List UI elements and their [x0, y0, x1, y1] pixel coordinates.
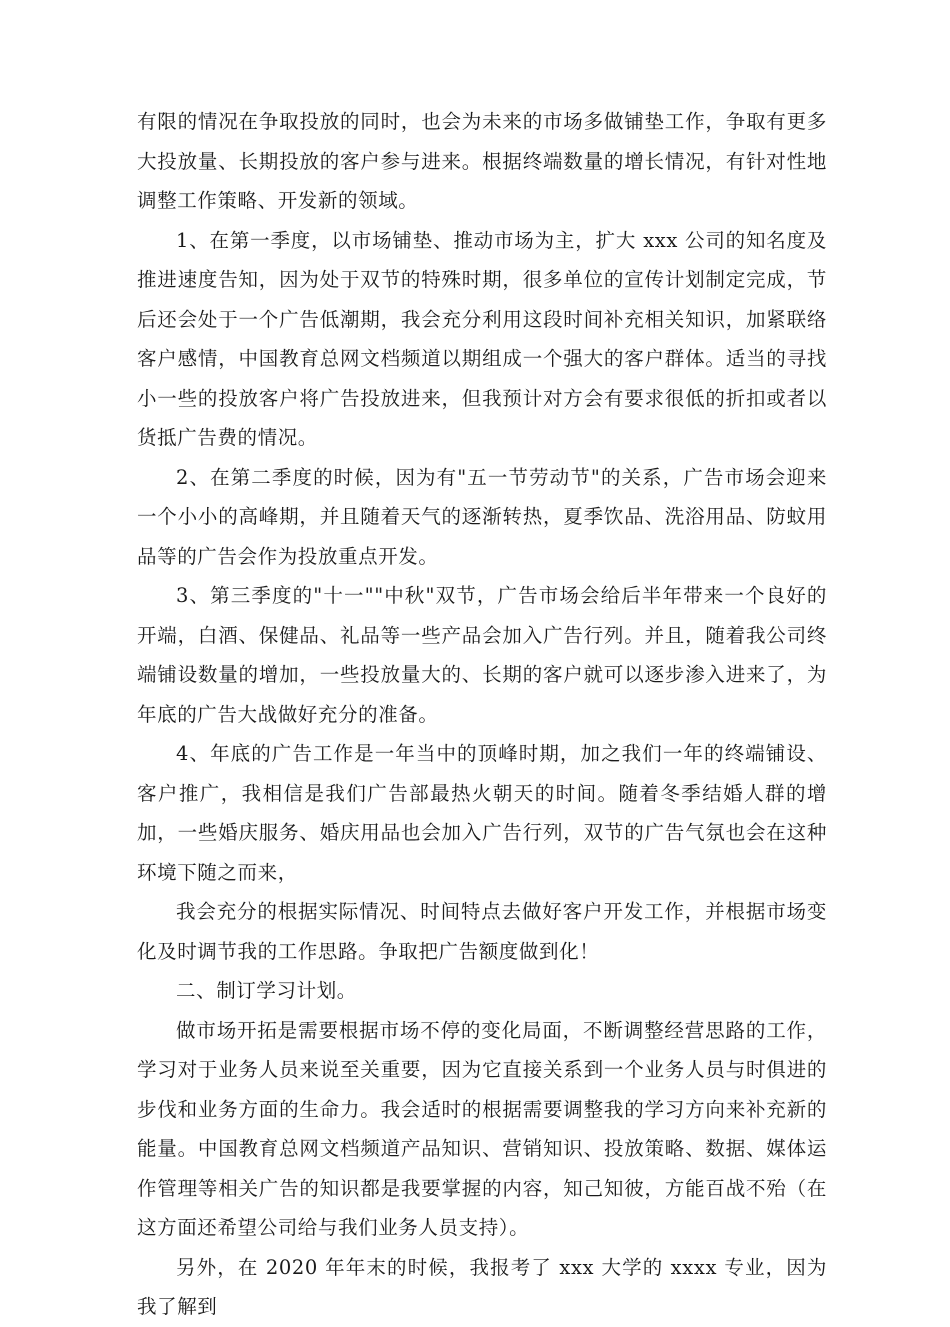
paragraph-q1: 1、在第一季度，以市场铺垫、推动市场为主，扩大 xxx 公司的知名度及推进速度告知，因为处于双节的特殊时期，很多单位的宣传计划制定完成，节后还会处于一个广告低潮期，我会充分利用这段时间补充相关知识，加紧联络客户感情，中国教育总网文档频道以期组成一个强大的客户群体。适当的寻找小一些的投放客户将广告投放进来，但我预计对方会有要求很低的折扣或者以货抵广告费的情况。: [137, 228, 827, 449]
section-heading-study-plan: 二、制订学习计划。: [176, 979, 357, 1002]
paragraph-summary: 我会充分的根据实际情况、时间特点去做好客户开发工作，并根据市场变化及时调节我的工作思路。争取把广告额度做到化！: [137, 900, 827, 963]
paragraph-intro-continued: 有限的情况在争取投放的同时，也会为未来的市场多做铺垫工作，争取有更多大投放量、长期投放的客户参与进来。根据终端数量的增长情况，有针对性地调整工作策略、开发新的领域。: [137, 110, 827, 212]
document-body: [137, 102, 827, 1327]
paragraph-q3: 3、第三季度的"十一""中秋"双节，广告市场会给后半年带来一个良好的开端，白酒、保健品、礼品等一些产品会加入广告行列。并且，随着我公司终端铺设数量的增加，一些投放量大的、长期的客户就可以逐步渗入进来了，为年底的广告大战做好充分的准备。: [137, 584, 827, 726]
paragraph-q2: 2、在第二季度的时候，因为有"五一节劳动节"的关系，广告市场会迎来一个小小的高峰期，并且随着天气的逐渐转热，夏季饮品、洗浴用品、防蚊用品等的广告会作为投放重点开发。: [137, 465, 827, 568]
paragraph-exam: 另外，在 2020 年年末的时候，我报考了 xxx 大学的 xxxx 专业，因为我了解到: [137, 1255, 827, 1318]
paragraph-q4: 4、年底的广告工作是一年当中的顶峰时期，加之我们一年的终端铺设、客户推广，我相信是我们广告部最热火朝天的时间。随着冬季结婚人群的增加，一些婚庆服务、婚庆用品也会加入广告行列，双节的广告气氛也会在这种环境下随之而来，: [137, 742, 827, 884]
paragraph-study-plan: 做市场开拓是需要根据市场不停的变化局面，不断调整经营思路的工作，学习对于业务人员来说至关重要，因为它直接关系到一个业务人员与时俱进的步伐和业务方面的生命力。我会适时的根据需要调整我的学习方向来补充新的能量。中国教育总网文档频道产品知识、营销知识、投放策略、数据、媒体运作管理等相关广告的知识都是我要掌握的内容，知己知彼，方能百战不殆（在这方面还希望公司给与我们业务人员支持）。: [137, 1018, 827, 1239]
